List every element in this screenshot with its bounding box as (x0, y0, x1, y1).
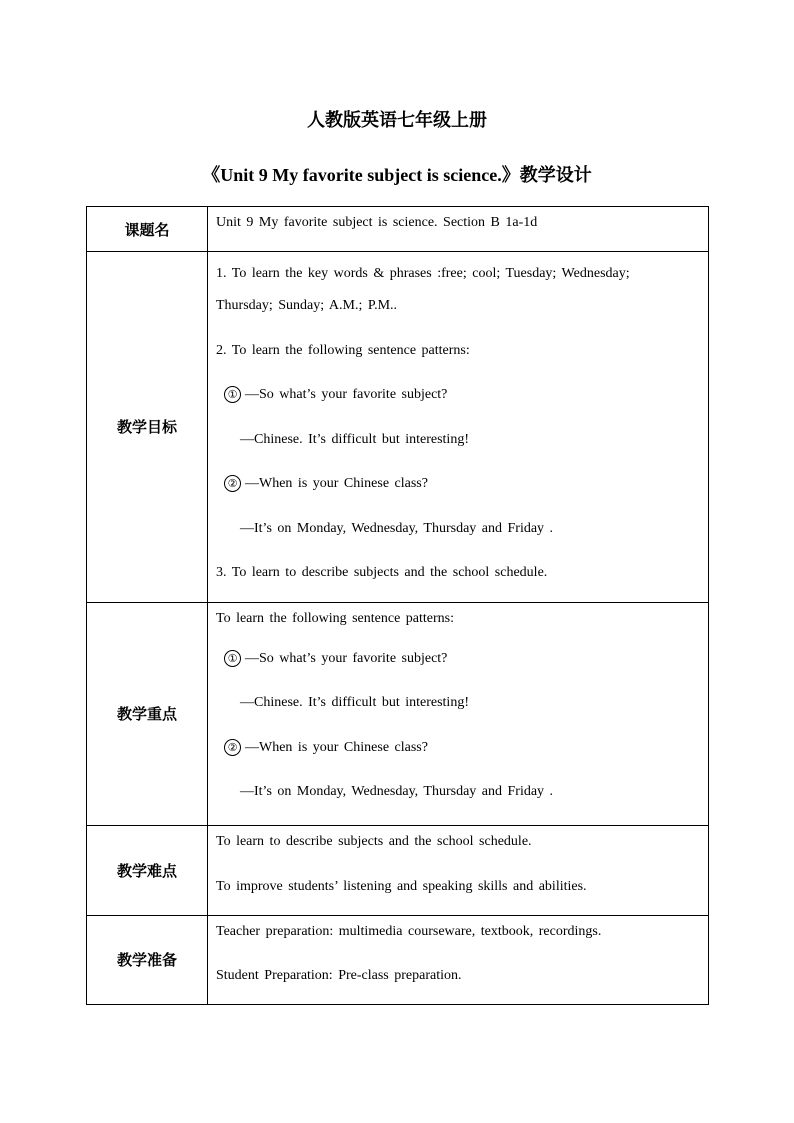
key-line-2 (208, 643, 708, 688)
circled-number-icon: ② (224, 739, 241, 756)
preparation-line-2: Student Preparation: Pre-class preparation. (216, 967, 462, 983)
difficulty-line-1: To learn to describe subjects and the school schedule. (216, 833, 532, 849)
key-line-3: —Chinese. It’s difficult but interesting! (240, 695, 469, 710)
content-preparation (208, 915, 709, 1004)
lesson-plan-table (86, 206, 709, 1005)
key-line-5: —It’s on Monday, Wednesday, Thursday and Friday . (240, 784, 554, 799)
label-difficulties: 教学难点 (87, 825, 208, 915)
label-key-points: 教学重点 (87, 602, 208, 825)
row-difficulties (87, 825, 709, 915)
content-objectives (208, 252, 709, 603)
label-preparation: 教学准备 (87, 915, 208, 1004)
objective-line-3: 2. To learn the following sentence patterns: (216, 342, 470, 358)
objective-line-4-text: —So what’s your favorite subject? (245, 387, 448, 402)
circled-number-icon: ① (224, 386, 241, 403)
objective-line-7: —It’s on Monday, Wednesday, Thursday and Friday . (240, 520, 554, 536)
objective-line-2: Thursday; Sunday; A.M.; P.M.. (216, 298, 398, 313)
row-preparation (87, 915, 709, 1004)
difficulty-line-2: To improve students’ listening and speaking skills and abilities. (216, 878, 587, 894)
content-key-points (208, 602, 709, 825)
circled-number-icon: ① (224, 650, 241, 667)
objective-line-8: 3. To learn to describe subjects and the school schedule. (216, 565, 548, 580)
content-topic (208, 207, 709, 252)
objective-line-4 (208, 379, 708, 424)
key-line-4 (208, 732, 708, 777)
objective-line-1: 1. To learn the key words & phrases :free; cool; Tuesday; Wednesday; (216, 266, 630, 281)
label-objectives: 教学目标 (87, 252, 208, 603)
row-topic (87, 207, 709, 252)
objective-line-5: —Chinese. It’s difficult but interesting! (240, 431, 469, 447)
row-objectives (87, 252, 709, 603)
preparation-line-1: Teacher preparation: multimedia courseware, textbook, recordings. (216, 923, 602, 939)
objective-line-6 (208, 468, 708, 513)
circled-number-icon: ② (224, 475, 241, 492)
topic-text: Unit 9 My favorite subject is science. Section B 1a-1d (216, 215, 538, 230)
document-subtitle: 《Unit 9 My favorite subject is science.》教学设计 (202, 165, 592, 185)
objective-line-6-text: —When is your Chinese class? (245, 476, 428, 491)
key-line-2-text: —So what’s your favorite subject? (245, 650, 448, 666)
row-key-points (87, 602, 709, 825)
document-title: 人教版英语七年级上册 (307, 110, 487, 131)
label-topic: 课题名 (87, 207, 208, 252)
key-line-4-text: —When is your Chinese class? (245, 739, 428, 755)
content-difficulties (208, 825, 709, 915)
key-line-1: To learn the following sentence patterns: (216, 610, 454, 626)
